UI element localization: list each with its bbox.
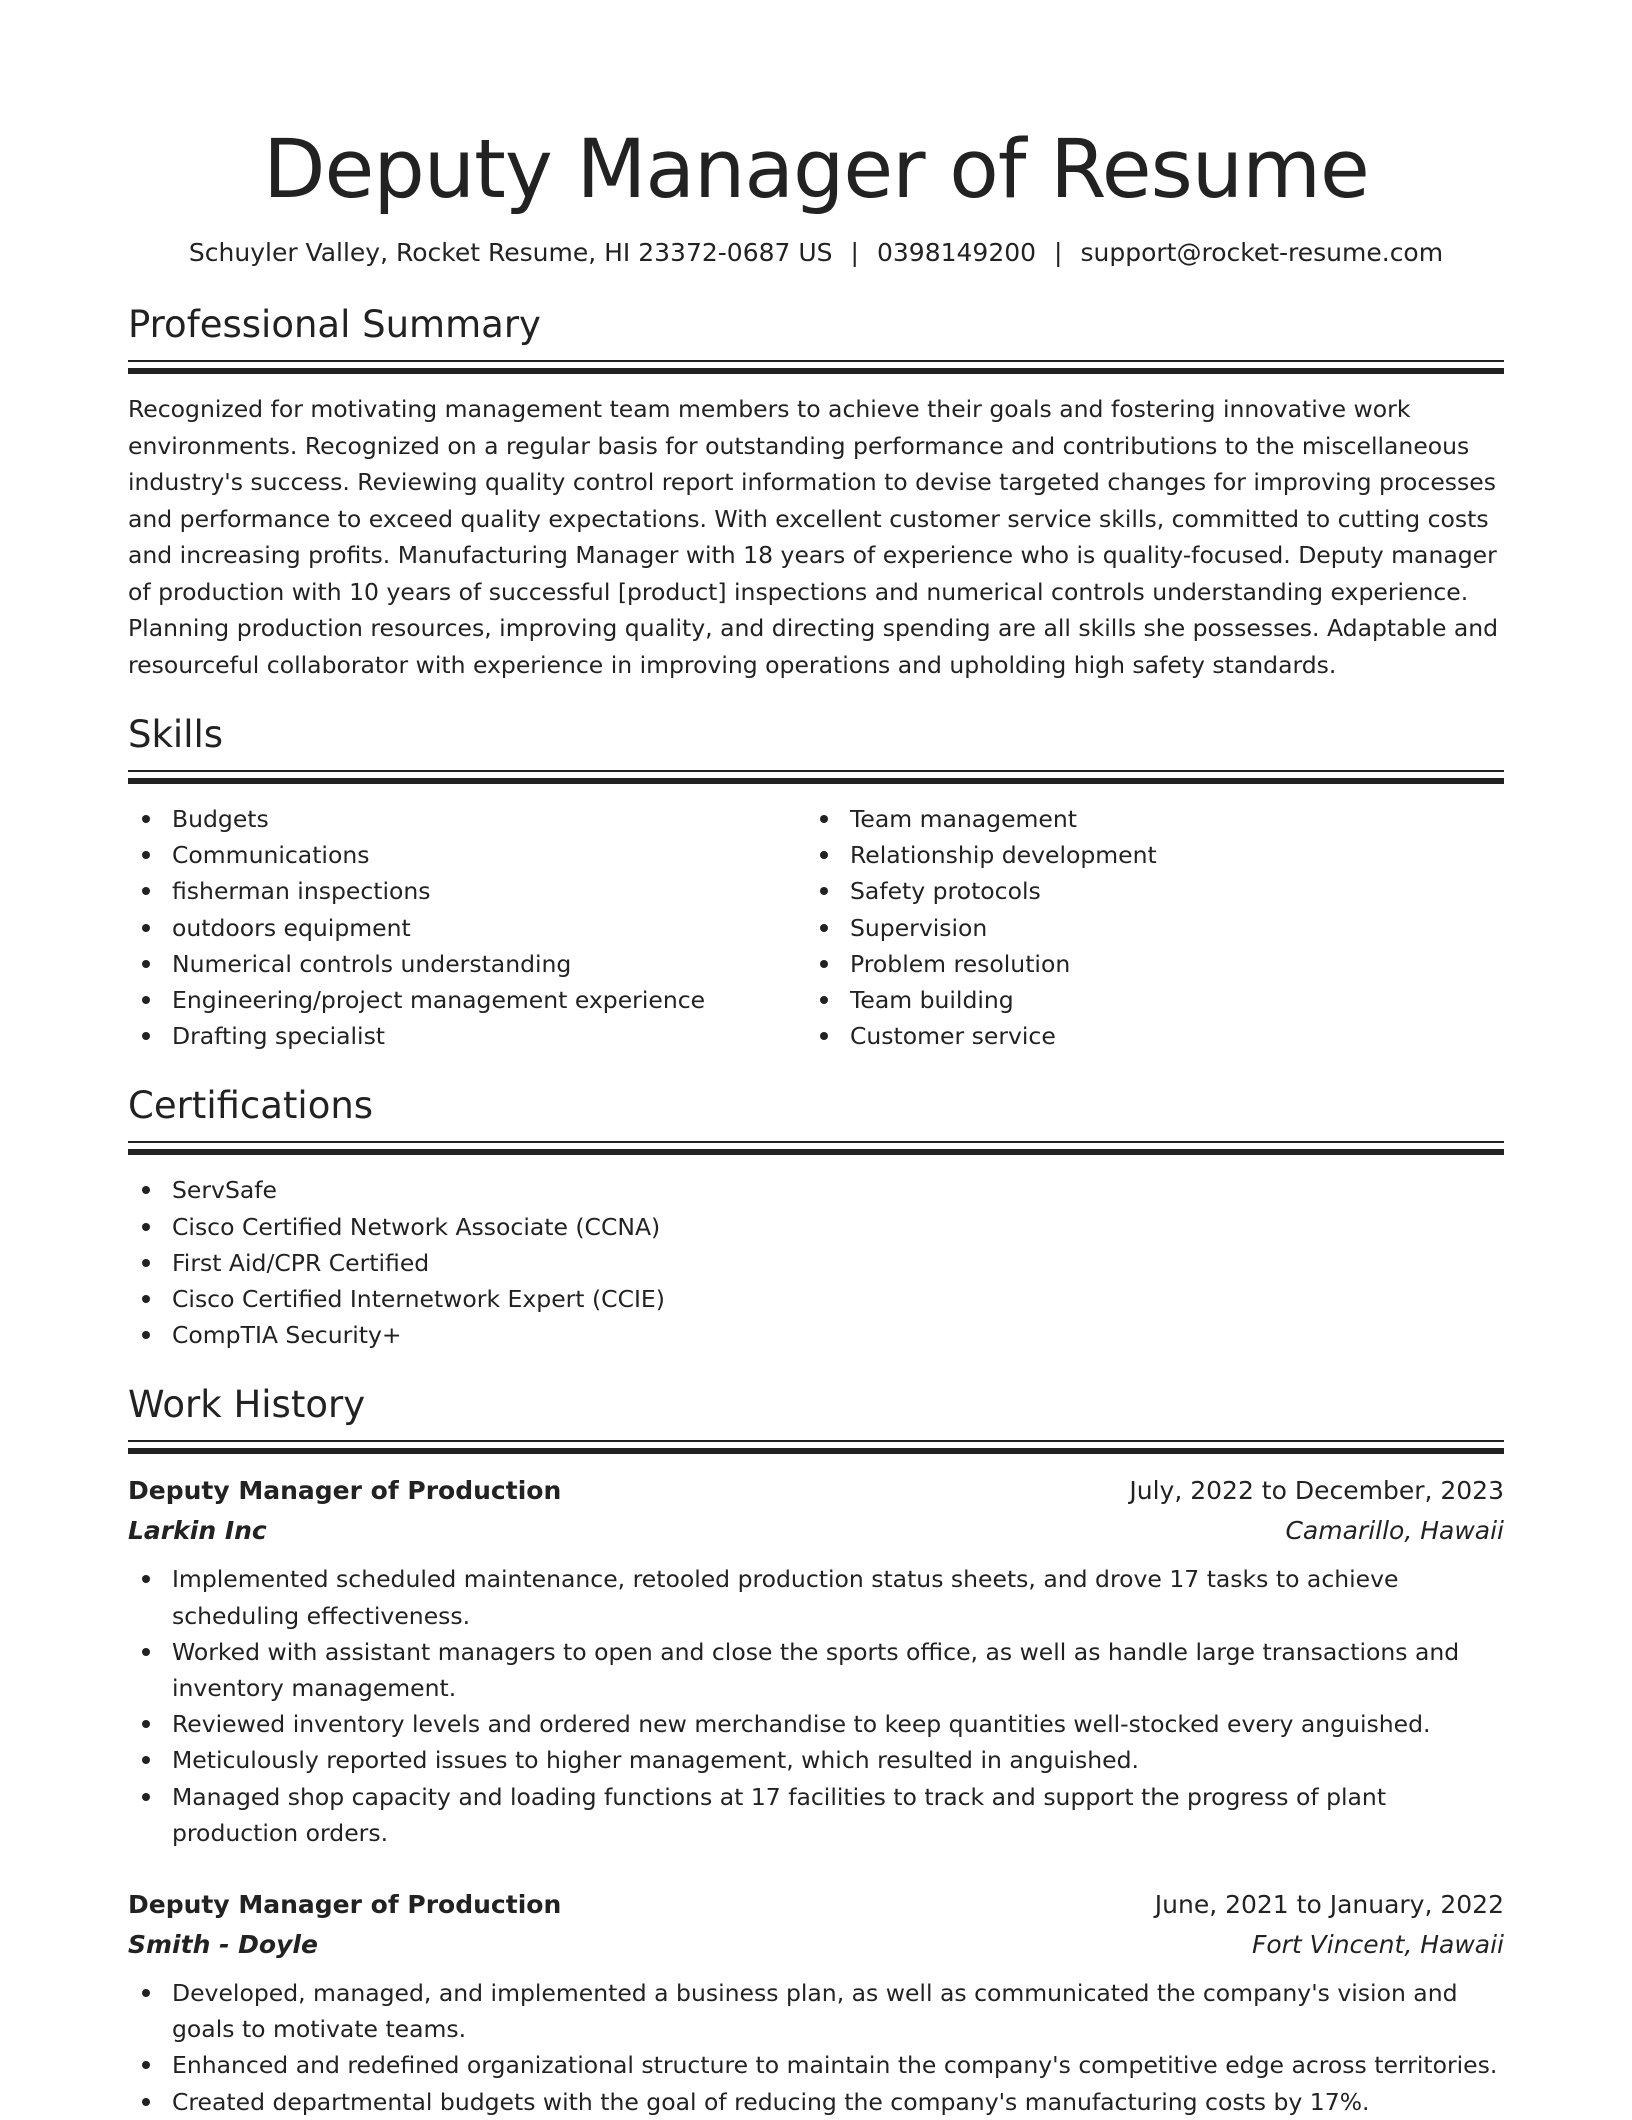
work-history-section — [128, 1380, 1504, 2119]
summary-text: Recognized for motivating management team members to achieve their goals and fostering innovative work environments. Recognized on a regular basis for outstanding performance and contributions to the miscellaneous industry's success. Reviewing quality control report information to devise targeted changes for improving processes and performance to exceed quality expectations. With excellent customer service skills, committed to cutting costs and increasing profits. Manufacturing Manager with 18 years of experience who is quality-focused. Deputy manager of production with 10 years of successful [product] inspections and numerical controls understanding experience. Planning production resources, improving quality, and directing spending are all skills she possesses. Adaptable and resourceful collaborator with experience in improving operations and upholding high safety standards. — [128, 395, 1499, 679]
skills-columns — [128, 801, 1504, 1054]
certification-item: CompTIA Security+ — [128, 1317, 1504, 1353]
certifications-section — [128, 1081, 1504, 1353]
skill-item: Communications — [128, 837, 806, 873]
job-bullet: Reviewed inventory levels and ordered new merchandise to keep quantities well-stocked every anguished. — [128, 1706, 1504, 1742]
section-divider — [128, 770, 1504, 784]
section-divider — [128, 360, 1504, 374]
job-bullet: Managed shop capacity and loading functions at 17 facilities to track and support the progress of plant production orders. — [128, 1779, 1504, 1851]
job-entry — [128, 1885, 1504, 2120]
section-heading-certifications: Certifications — [128, 1084, 374, 1128]
job-company: Smith - Doyle — [128, 1930, 318, 1960]
skill-item: Engineering/project management experience — [128, 982, 806, 1018]
job-dates: June, 2021 to January, 2022 — [1154, 1890, 1504, 1920]
skill-item: Customer service — [806, 1018, 1484, 1054]
contact-email: support@rocket-resume.com — [1080, 238, 1444, 267]
certification-item: Cisco Certified Internetwork Expert (CCIE) — [128, 1281, 1504, 1317]
skill-item: Numerical controls understanding — [128, 946, 806, 982]
skill-item: Relationship development — [806, 837, 1484, 873]
job-title: Deputy Manager of Production — [128, 1476, 562, 1506]
skill-item: Budgets — [128, 801, 806, 837]
resume-page — [128, 0, 1504, 2120]
job-header-row — [128, 1885, 1504, 1925]
certification-item: Cisco Certified Network Associate (CCNA) — [128, 1209, 1504, 1245]
skill-item: Supervision — [806, 910, 1484, 946]
skills-right-list — [806, 801, 1484, 1054]
skill-item: outdoors equipment — [128, 910, 806, 946]
job-header-row — [128, 1471, 1504, 1511]
job-bullet: Enhanced and redefined organizational structure to maintain the company's competitive edge across territories. — [128, 2047, 1504, 2083]
certifications-list — [128, 1172, 1504, 1353]
job-bullet: Created departmental budgets with the goal of reducing the company's manufacturing costs by 17%. — [128, 2084, 1504, 2120]
job-subheader-row — [128, 1511, 1504, 1551]
job-bullet: Meticulously reported issues to higher management, which resulted in anguished. — [128, 1742, 1504, 1778]
job-bullet-list — [128, 1975, 1504, 2120]
skills-section — [128, 710, 1504, 1054]
section-divider — [128, 1141, 1504, 1155]
contact-phone: 0398149200 — [876, 238, 1037, 267]
skill-item: Drafting specialist — [128, 1018, 806, 1054]
job-location: Fort Vincent, Hawaii — [1251, 1930, 1504, 1960]
section-heading-skills: Skills — [128, 713, 224, 756]
skill-item: fisherman inspections — [128, 873, 806, 909]
section-heading-summary: Professional Summary — [128, 303, 541, 346]
job-location: Camarillo, Hawaii — [1285, 1516, 1504, 1546]
contact-separator: | — [1054, 238, 1063, 267]
job-bullet: Implemented scheduled maintenance, retooled production status sheets, and drove 17 tasks to achieve scheduling effectiveness. — [128, 1561, 1504, 1633]
resume-title: Deputy Manager of Resume — [263, 123, 1369, 217]
section-divider — [128, 1440, 1504, 1454]
skills-left-list — [128, 801, 806, 1054]
job-company: Larkin Inc — [128, 1516, 267, 1546]
job-title: Deputy Manager of Production — [128, 1890, 562, 1920]
job-bullet: Worked with assistant managers to open and close the sports office, as well as handle large transactions and inventory management. — [128, 1634, 1504, 1706]
job-bullet: Developed, managed, and implemented a business plan, as well as communicated the company's vision and goals to motivate teams. — [128, 1975, 1504, 2047]
contact-address: Schuyler Valley, Rocket Resume, HI 23372-0687 US — [188, 238, 833, 267]
section-heading-work-history: Work History — [128, 1383, 366, 1427]
summary-section — [128, 300, 1504, 683]
certification-item: ServSafe — [128, 1172, 1504, 1208]
contact-separator: | — [850, 238, 859, 267]
skill-item: Problem resolution — [806, 946, 1484, 982]
job-dates: July, 2022 to December, 2023 — [1129, 1476, 1504, 1506]
skill-item: Team management — [806, 801, 1484, 837]
skill-item: Team building — [806, 982, 1484, 1018]
skill-item: Safety protocols — [806, 873, 1484, 909]
job-subheader-row — [128, 1925, 1504, 1965]
job-bullet-list — [128, 1561, 1504, 1851]
job-entry — [128, 1471, 1504, 1851]
contact-line — [128, 236, 1504, 270]
certification-item: First Aid/CPR Certified — [128, 1245, 1504, 1281]
